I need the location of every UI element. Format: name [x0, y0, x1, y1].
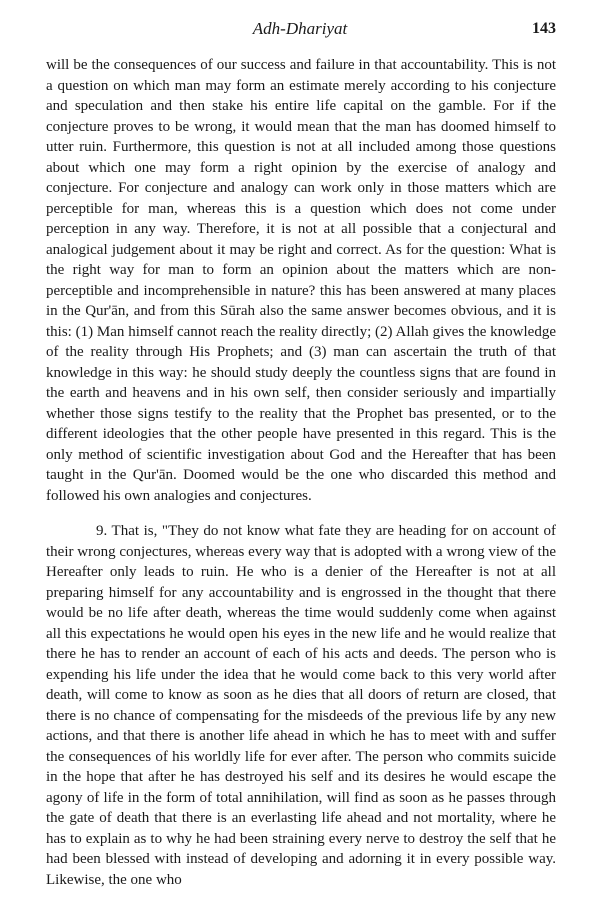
running-head [44, 18, 556, 40]
running-head-title: Adh-Dhariyat [252, 19, 348, 38]
paragraph-note-9: 9. That is, "They do not know what fate they are heading for on account of their wrong conjectures, whereas every way that is adopted with a wrong view of the Hereafter only leads to ruin. He who is a denier of the Hereafter is not at all preparing himself for any accountability and is engrossed in the thought that there would be no life after death, whereas the time would suddenly come when against all this expectations he would open his eyes in the new life and he would realize that there he has to render an account of each of his acts and deeds. The person who is expending his life under the idea that he would come back to this very world after death, will come to know as soon as he dies that all doors of return are closed, that there is no chance of compensating for the misdeeds of the previous life by any new actions, and that there is another life ahead in which he has to meet with and suffer the consequences of his worldly life for ever after. The person who commits suicide in the hope that after he has destroyed his self and its desires he would escape the agony of life in the form of total annihilation, will find as soon as he passes through the gate of death that there is an everlasting life ahead and not mortality, where he has to explain as to why he had been straining every nerve to destroy the self that he had been blessed with instead of developing and adorning it in every possible way. Likewise, the one who [46, 523, 556, 888]
body-text [46, 55, 556, 890]
paragraph-continuation: will be the consequences of our success and failure in that accountability. This is not a question on which man may form an estimate merely according to his conjecture and speculation and then stake his entire life capital on the gamble. For if the conjecture proves to be wrong, it would mean that the man has doomed himself to utter ruin. Furthermore, this question is not at all included among those questions about which one may form a right opinion by the exercise of analogy and conjecture. For conjecture and analogy can work only in those matters which are perceptible for man, whereas this is a question which does not come under perception in any way. Therefore, it is not at all possible that a conjectural and analogical judgement about it may be right and correct. As for the question: What is the right way for man to form an opinion about the matters which are non-perceptible and incomprehensible in nature? this has been answered at many places in the Qur'ān, and from this Sūrah also the same answer becomes obvious, and it is this: (1) Man himself cannot reach the reality directly; (2) Allah gives the knowledge of the reality through His Prophets; and (3) man can ascertain the truth of that knowledge in this way: he should study deeply the countless signs that are found in the earth and heavens and in his own self, then consider seriously and impartially whether those signs testify to the reality that the Prophet bas presented, or to the different ideologies that the other people have presented in this regard. This is the only method of scientific investigation about God and the Hereafter that has been taught in the Qur'ān. Doomed would be the one who discarded this method and followed his own analogies and conjectures. [46, 57, 556, 504]
page-number: 143 [532, 20, 556, 37]
